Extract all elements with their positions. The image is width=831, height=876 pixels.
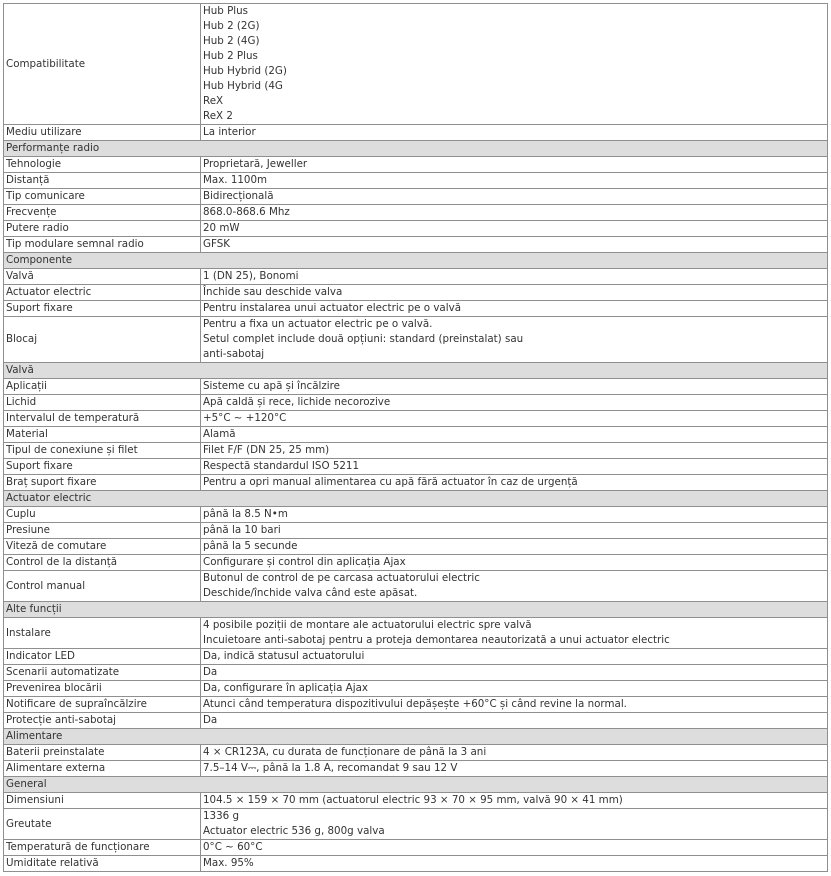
spec-row xyxy=(4,665,828,681)
spec-label: Intervalul de temperatură xyxy=(4,411,201,427)
spec-value-line: Pentru a opri manual alimentarea cu apă fără actuator în caz de urgență xyxy=(203,476,578,488)
spec-row xyxy=(4,317,828,363)
spec-row xyxy=(4,411,828,427)
section-title: Alimentare xyxy=(4,729,828,745)
spec-value-line: 0°C ~ 60°C xyxy=(203,841,263,853)
spec-row xyxy=(4,205,828,221)
spec-row xyxy=(4,539,828,555)
spec-value-line: Da, configurare în aplicația Ajax xyxy=(203,682,368,694)
spec-value-line: 4 posibile poziții de montare ale actuatorului electric spre valvă xyxy=(203,619,532,631)
spec-value xyxy=(201,555,828,571)
spec-label: Valvă xyxy=(4,269,201,285)
spec-label: Suport fixare xyxy=(4,301,201,317)
section-title: General xyxy=(4,777,828,793)
spec-value-line: Închide sau deschide valva xyxy=(203,286,343,298)
spec-value-line: până la 5 secunde xyxy=(203,540,298,552)
spec-label: Suport fixare xyxy=(4,459,201,475)
spec-row xyxy=(4,745,828,761)
spec-value-line: 20 mW xyxy=(203,222,240,234)
spec-label: Prevenirea blocării xyxy=(4,681,201,697)
spec-value-line: 104.5 × 159 × 70 mm (actuatorul electric 93 × 70 × 95 mm, valvă 90 × 41 mm) xyxy=(203,794,623,806)
spec-row xyxy=(4,649,828,665)
section-header-row xyxy=(4,491,828,507)
spec-label: Viteză de comutare xyxy=(4,539,201,555)
spec-row xyxy=(4,618,828,649)
spec-value-line: Sisteme cu apă și încălzire xyxy=(203,380,340,392)
section-header-row xyxy=(4,141,828,157)
spec-value xyxy=(201,697,828,713)
spec-value-line: Butonul de control de pe carcasa actuatorului electric xyxy=(203,572,480,584)
spec-row xyxy=(4,475,828,491)
spec-row xyxy=(4,189,828,205)
spec-value xyxy=(201,443,828,459)
spec-value-line: +5°C ~ +120°C xyxy=(203,412,287,424)
spec-value xyxy=(201,745,828,761)
spec-value xyxy=(201,681,828,697)
spec-value-line: Atunci când temperatura dispozitivului depășește +60°C și când revine la normal. xyxy=(203,698,627,710)
spec-row xyxy=(4,221,828,237)
spec-row xyxy=(4,427,828,443)
spec-row xyxy=(4,301,828,317)
section-header-row xyxy=(4,729,828,745)
spec-label: Control de la distanță xyxy=(4,555,201,571)
spec-label: Mediu utilizare xyxy=(4,125,201,141)
spec-table xyxy=(3,3,828,872)
spec-label: Tip comunicare xyxy=(4,189,201,205)
spec-value-line: Pentru a fixa un actuator electric pe o valvă. xyxy=(203,318,433,330)
spec-value-line: 1 (DN 25), Bonomi xyxy=(203,270,299,282)
spec-value xyxy=(201,379,828,395)
spec-label: Braț suport fixare xyxy=(4,475,201,491)
spec-row xyxy=(4,793,828,809)
spec-row xyxy=(4,697,828,713)
spec-row xyxy=(4,173,828,189)
spec-value-line: Alamă xyxy=(203,428,236,440)
spec-value xyxy=(201,237,828,253)
spec-value-line: Da xyxy=(203,666,218,678)
spec-label: Tipul de conexiune și filet xyxy=(4,443,201,459)
spec-value xyxy=(201,507,828,523)
spec-row xyxy=(4,761,828,777)
spec-label: Blocaj xyxy=(4,317,201,363)
spec-value xyxy=(201,221,828,237)
spec-value-line: Bidirecțională xyxy=(203,190,274,202)
spec-row xyxy=(4,523,828,539)
spec-value-line: Pentru instalarea unui actuator electric pe o valvă xyxy=(203,302,462,314)
spec-label: Frecvențe xyxy=(4,205,201,221)
section-title: Componente xyxy=(4,253,828,269)
spec-value xyxy=(201,395,828,411)
spec-row xyxy=(4,4,828,125)
spec-value-line: Hub 2 (4G) xyxy=(203,35,260,47)
spec-value xyxy=(201,411,828,427)
spec-value xyxy=(201,4,828,125)
spec-label: Instalare xyxy=(4,618,201,649)
spec-value xyxy=(201,761,828,777)
spec-value-line: La interior xyxy=(203,126,256,138)
spec-value-line: Max. 1100m xyxy=(203,174,268,186)
section-header-row xyxy=(4,777,828,793)
spec-value xyxy=(201,840,828,856)
spec-row xyxy=(4,125,828,141)
spec-label: Protecție anti-sabotaj xyxy=(4,713,201,729)
spec-value-line: 868.0-868.6 Mhz xyxy=(203,206,290,218)
spec-label: Actuator electric xyxy=(4,285,201,301)
spec-value-line: până la 10 bari xyxy=(203,524,281,536)
spec-row xyxy=(4,809,828,840)
spec-value-line: 7.5–14 V⎓, până la 1.8 A, recomandat 9 sau 12 V xyxy=(203,762,458,774)
spec-value-line: Proprietară, Jeweller xyxy=(203,158,308,170)
spec-value xyxy=(201,713,828,729)
spec-label: Presiune xyxy=(4,523,201,539)
spec-row xyxy=(4,681,828,697)
spec-value-line: Da, indică statusul actuatorului xyxy=(203,650,365,662)
section-title: Actuator electric xyxy=(4,491,828,507)
spec-value-line: Deschide/închide valva când este apăsat. xyxy=(203,587,418,599)
spec-value xyxy=(201,523,828,539)
spec-value xyxy=(201,205,828,221)
spec-value xyxy=(201,317,828,363)
spec-value xyxy=(201,125,828,141)
spec-value xyxy=(201,301,828,317)
spec-value-line: ReX 2 xyxy=(203,110,233,122)
section-header-row xyxy=(4,363,828,379)
spec-value xyxy=(201,809,828,840)
spec-value-line: până la 8.5 N•m xyxy=(203,508,288,520)
spec-label: Baterii preinstalate xyxy=(4,745,201,761)
spec-label: Lichid xyxy=(4,395,201,411)
spec-value xyxy=(201,793,828,809)
spec-row xyxy=(4,713,828,729)
spec-row xyxy=(4,269,828,285)
section-title: Alte funcții xyxy=(4,602,828,618)
spec-label: Cuplu xyxy=(4,507,201,523)
spec-label: Indicator LED xyxy=(4,649,201,665)
spec-value xyxy=(201,189,828,205)
spec-value xyxy=(201,618,828,649)
spec-value xyxy=(201,157,828,173)
spec-row xyxy=(4,459,828,475)
spec-row xyxy=(4,237,828,253)
section-title: Performanțe radio xyxy=(4,141,828,157)
spec-value-line: Hub 2 Plus xyxy=(203,50,258,62)
spec-row xyxy=(4,856,828,872)
spec-value-line: Actuator electric 536 g, 800g valva xyxy=(203,825,385,837)
spec-value-line: Max. 95% xyxy=(203,857,254,869)
spec-row xyxy=(4,571,828,602)
spec-value-line: Hub Hybrid (2G) xyxy=(203,65,287,77)
spec-value-line: anti-sabotaj xyxy=(203,348,265,360)
spec-value xyxy=(201,665,828,681)
spec-value-line: 1336 g xyxy=(203,810,240,822)
spec-label: Material xyxy=(4,427,201,443)
spec-value-line: Respectă standardul ISO 5211 xyxy=(203,460,360,472)
spec-label: Notificare de supraîncălzire xyxy=(4,697,201,713)
spec-value-line: Da xyxy=(203,714,218,726)
spec-value xyxy=(201,475,828,491)
spec-label: Compatibilitate xyxy=(4,4,201,125)
spec-value xyxy=(201,649,828,665)
spec-label: Aplicații xyxy=(4,379,201,395)
spec-label: Greutate xyxy=(4,809,201,840)
section-title: Valvă xyxy=(4,363,828,379)
spec-value xyxy=(201,459,828,475)
spec-row xyxy=(4,840,828,856)
spec-row xyxy=(4,443,828,459)
spec-row xyxy=(4,507,828,523)
section-header-row xyxy=(4,253,828,269)
spec-value-line: 4 × CR123A, cu durata de funcționare de până la 3 ani xyxy=(203,746,487,758)
spec-value-line: Hub Plus xyxy=(203,5,249,17)
spec-row xyxy=(4,555,828,571)
spec-row xyxy=(4,285,828,301)
spec-label: Putere radio xyxy=(4,221,201,237)
spec-label: Control manual xyxy=(4,571,201,602)
section-header-row xyxy=(4,602,828,618)
spec-value-line: GFSK xyxy=(203,238,231,250)
spec-label: Umiditate relativă xyxy=(4,856,201,872)
spec-value xyxy=(201,571,828,602)
spec-value-line: Filet F/F (DN 25, 25 mm) xyxy=(203,444,330,456)
spec-value xyxy=(201,173,828,189)
spec-value-line: Setul complet include două opțiuni: standard (preinstalat) sau xyxy=(203,333,524,345)
spec-value xyxy=(201,269,828,285)
spec-value-line: Apă caldă și rece, lichide necorozive xyxy=(203,396,391,408)
spec-label: Distanță xyxy=(4,173,201,189)
spec-value-line: Hub Hybrid (4G xyxy=(203,80,283,92)
spec-value-line: Configurare și control din aplicația Ajax xyxy=(203,556,406,568)
spec-label: Tehnologie xyxy=(4,157,201,173)
spec-value xyxy=(201,539,828,555)
spec-row xyxy=(4,157,828,173)
spec-row xyxy=(4,379,828,395)
spec-row xyxy=(4,395,828,411)
spec-value-line: ReX xyxy=(203,95,224,107)
spec-label: Temperatură de funcționare xyxy=(4,840,201,856)
spec-table-body xyxy=(4,4,828,872)
spec-label: Dimensiuni xyxy=(4,793,201,809)
spec-value xyxy=(201,427,828,443)
spec-label: Tip modulare semnal radio xyxy=(4,237,201,253)
spec-label: Alimentare externa xyxy=(4,761,201,777)
spec-value-line: Incuietoare anti-sabotaj pentru a proteja demontarea neautorizată a unui actuator electric xyxy=(203,634,670,646)
spec-value-line: Hub 2 (2G) xyxy=(203,20,260,32)
spec-value xyxy=(201,285,828,301)
spec-value xyxy=(201,856,828,872)
spec-label: Scenarii automatizate xyxy=(4,665,201,681)
